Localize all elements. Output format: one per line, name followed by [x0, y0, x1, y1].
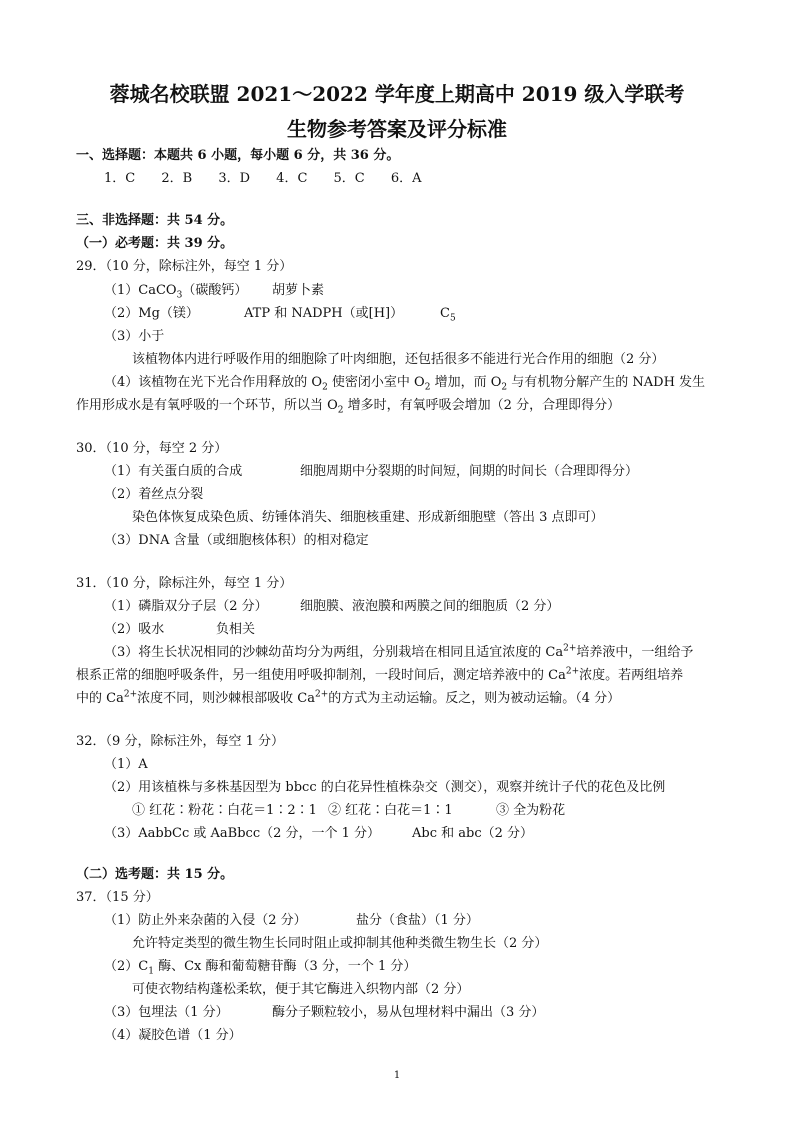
q31-answer-1: （1）磷脂双分子层（2 分）	[104, 599, 268, 614]
q30-answer-1b: 细胞周期中分裂期的时间短，间期的时间长（合理即得分）	[300, 464, 639, 479]
q37-answer-1c: 允许特定类型的微生物生长同时阻止或抑制其他种类微生物生长（2 分）	[132, 936, 548, 951]
q37-answer-2b: 可使衣物结构蓬松柔软，便于其它酶进入织物内部（2 分）	[132, 982, 470, 997]
q37-answer-3: （3）包埋法（1 分）	[104, 1005, 229, 1020]
q29-heading: 29．（10 分，除标注外，每空 1 分）	[76, 259, 293, 274]
q29-answer-4-cont: 作用形成水是有氧呼吸的一个环节，所以当 $O_2$ 增多时，有氧呼吸会增加（2 分，合理即得分）	[76, 398, 621, 416]
q30-answer-2b: 染色体恢复成染色质、纺锤体消失、细胞核重建、形成新细胞壁（答出 3 点即可）	[132, 510, 604, 525]
q31-answer-1b: 细胞膜、液泡膜和两膜之间的细胞质（2 分）	[300, 599, 560, 614]
q32-result-2: ② 红花∶白花＝1∶1	[328, 803, 453, 818]
q30-heading: 30．（10 分，每空 2 分）	[76, 441, 228, 456]
q29-answer-3b: 该植物体内进行呼吸作用的细胞除了叶肉细胞，还包括很多不能进行光合作用的细胞（2 分）	[132, 352, 665, 367]
q32-answer-1: （1）A	[104, 757, 148, 772]
q31-answer-3-cont: 根系正常的细胞呼吸条件，另一组使用呼吸抑制剂，一段时间后，测定培养液中的 $Ca^{2+}$浓度。若两组培养	[76, 666, 684, 683]
mc-answer: 3．D	[218, 171, 251, 186]
q29-answer-2: （2）Mg（镁）	[104, 306, 199, 321]
q37-heading: 37．（15 分）	[76, 890, 159, 905]
q37-answer-4: （4）凝胶色谱（1 分）	[104, 1028, 242, 1043]
q29-answer-1b: 胡萝卜素	[272, 283, 325, 298]
q31-answer-3-cont2: 中的 $Ca^{2+}$浓度不同，则沙棘根部吸收 $Ca^{2+}$的方式为主动运输。反之，则为被动运输。（4 分）	[76, 689, 621, 706]
part3-heading: 三、非选择题：共 54 分。	[76, 213, 234, 228]
mc-answer: 1．C	[104, 171, 136, 186]
q37-answer-2: $(2)C_1$ 酶、Cx 酶和葡萄糖苷酶（3 分，一个 1 分）	[104, 959, 417, 977]
document-subtitle: 生物参考答案及评分标准	[287, 117, 507, 141]
q31-answer-3: （3）将生长状况相同的沙棘幼苗均分为两组，分别栽培在相同且适宜浓度的 $Ca^{2+}$培养液中，一组给予	[104, 643, 694, 660]
q29-answer-2c: $C_5$	[440, 306, 456, 324]
mc-answer: 2．B	[161, 171, 193, 186]
q30-answer-1: （1）有关蛋白质的合成	[104, 464, 243, 479]
optional-heading: （二）选考题：共 15 分。	[76, 867, 234, 882]
q31-heading: 31．（10 分，除标注外，每空 1 分）	[76, 576, 293, 591]
required-heading: （一）必考题：共 39 分。	[76, 236, 234, 251]
q30-answer-2: （2）着丝点分裂	[104, 487, 204, 502]
q29-answer-3: （3）小于	[104, 329, 165, 344]
q37-answer-1b: 盐分（食盐）（1 分）	[356, 913, 479, 928]
q32-result-3: ③ 全为粉花	[496, 803, 566, 818]
q32-answer-3b: Abc 和 abc（2 分）	[412, 826, 534, 841]
q32-heading: 32．（9 分，除标注外，每空 1 分）	[76, 734, 284, 749]
q37-answer-3b: 酶分子颗粒较小，易从包埋材料中漏出（3 分）	[272, 1005, 545, 1020]
q32-answer-2: （2）用该植株与多株基因型为 bbcc 的白花异性植株杂交（测交），观察并统计子代的花色及比例	[104, 780, 666, 795]
q29-answer-4: （4）该植物在光下光合作用释放的 $O_2$ 使密闭小室中 $O_2$ 增加，而 $O_2$ 与有机物分解产生的 NADH 发生	[104, 375, 706, 393]
q30-answer-3: （3）DNA 含量（或细胞核体积）的相对稳定	[104, 533, 369, 548]
q31-answer-2: （2）吸水	[104, 622, 165, 637]
part1-heading: 一、选择题：本题共 6 小题，每小题 6 分，共 36 分。	[76, 148, 400, 163]
mc-answer: 6．A	[390, 171, 422, 186]
mc-answer: 5．C	[333, 171, 365, 186]
q29-answer-1: （1）CaCO$_3$（碳酸钙）	[104, 283, 248, 301]
mc-answers	[104, 170, 422, 187]
document-title: 蓉城名校联盟 2021～2022 学年度上期高中 2019 级入学联考	[109, 82, 685, 106]
q31-answer-2b: 负相关	[216, 622, 256, 637]
q32-result-1: ① 红花∶粉花∶白花＝1∶2∶1	[132, 803, 317, 818]
q37-answer-1: （1）防止外来杂菌的入侵（2 分）	[104, 913, 307, 928]
q32-answer-3: （3）AabbCc 或 AaBbcc（2 分，一个 1 分）	[104, 826, 381, 841]
page-number: 1	[393, 1070, 401, 1081]
q29-answer-2b: ATP 和 NADPH（或[H]）	[244, 306, 404, 321]
mc-answer: 4．C	[276, 171, 308, 186]
